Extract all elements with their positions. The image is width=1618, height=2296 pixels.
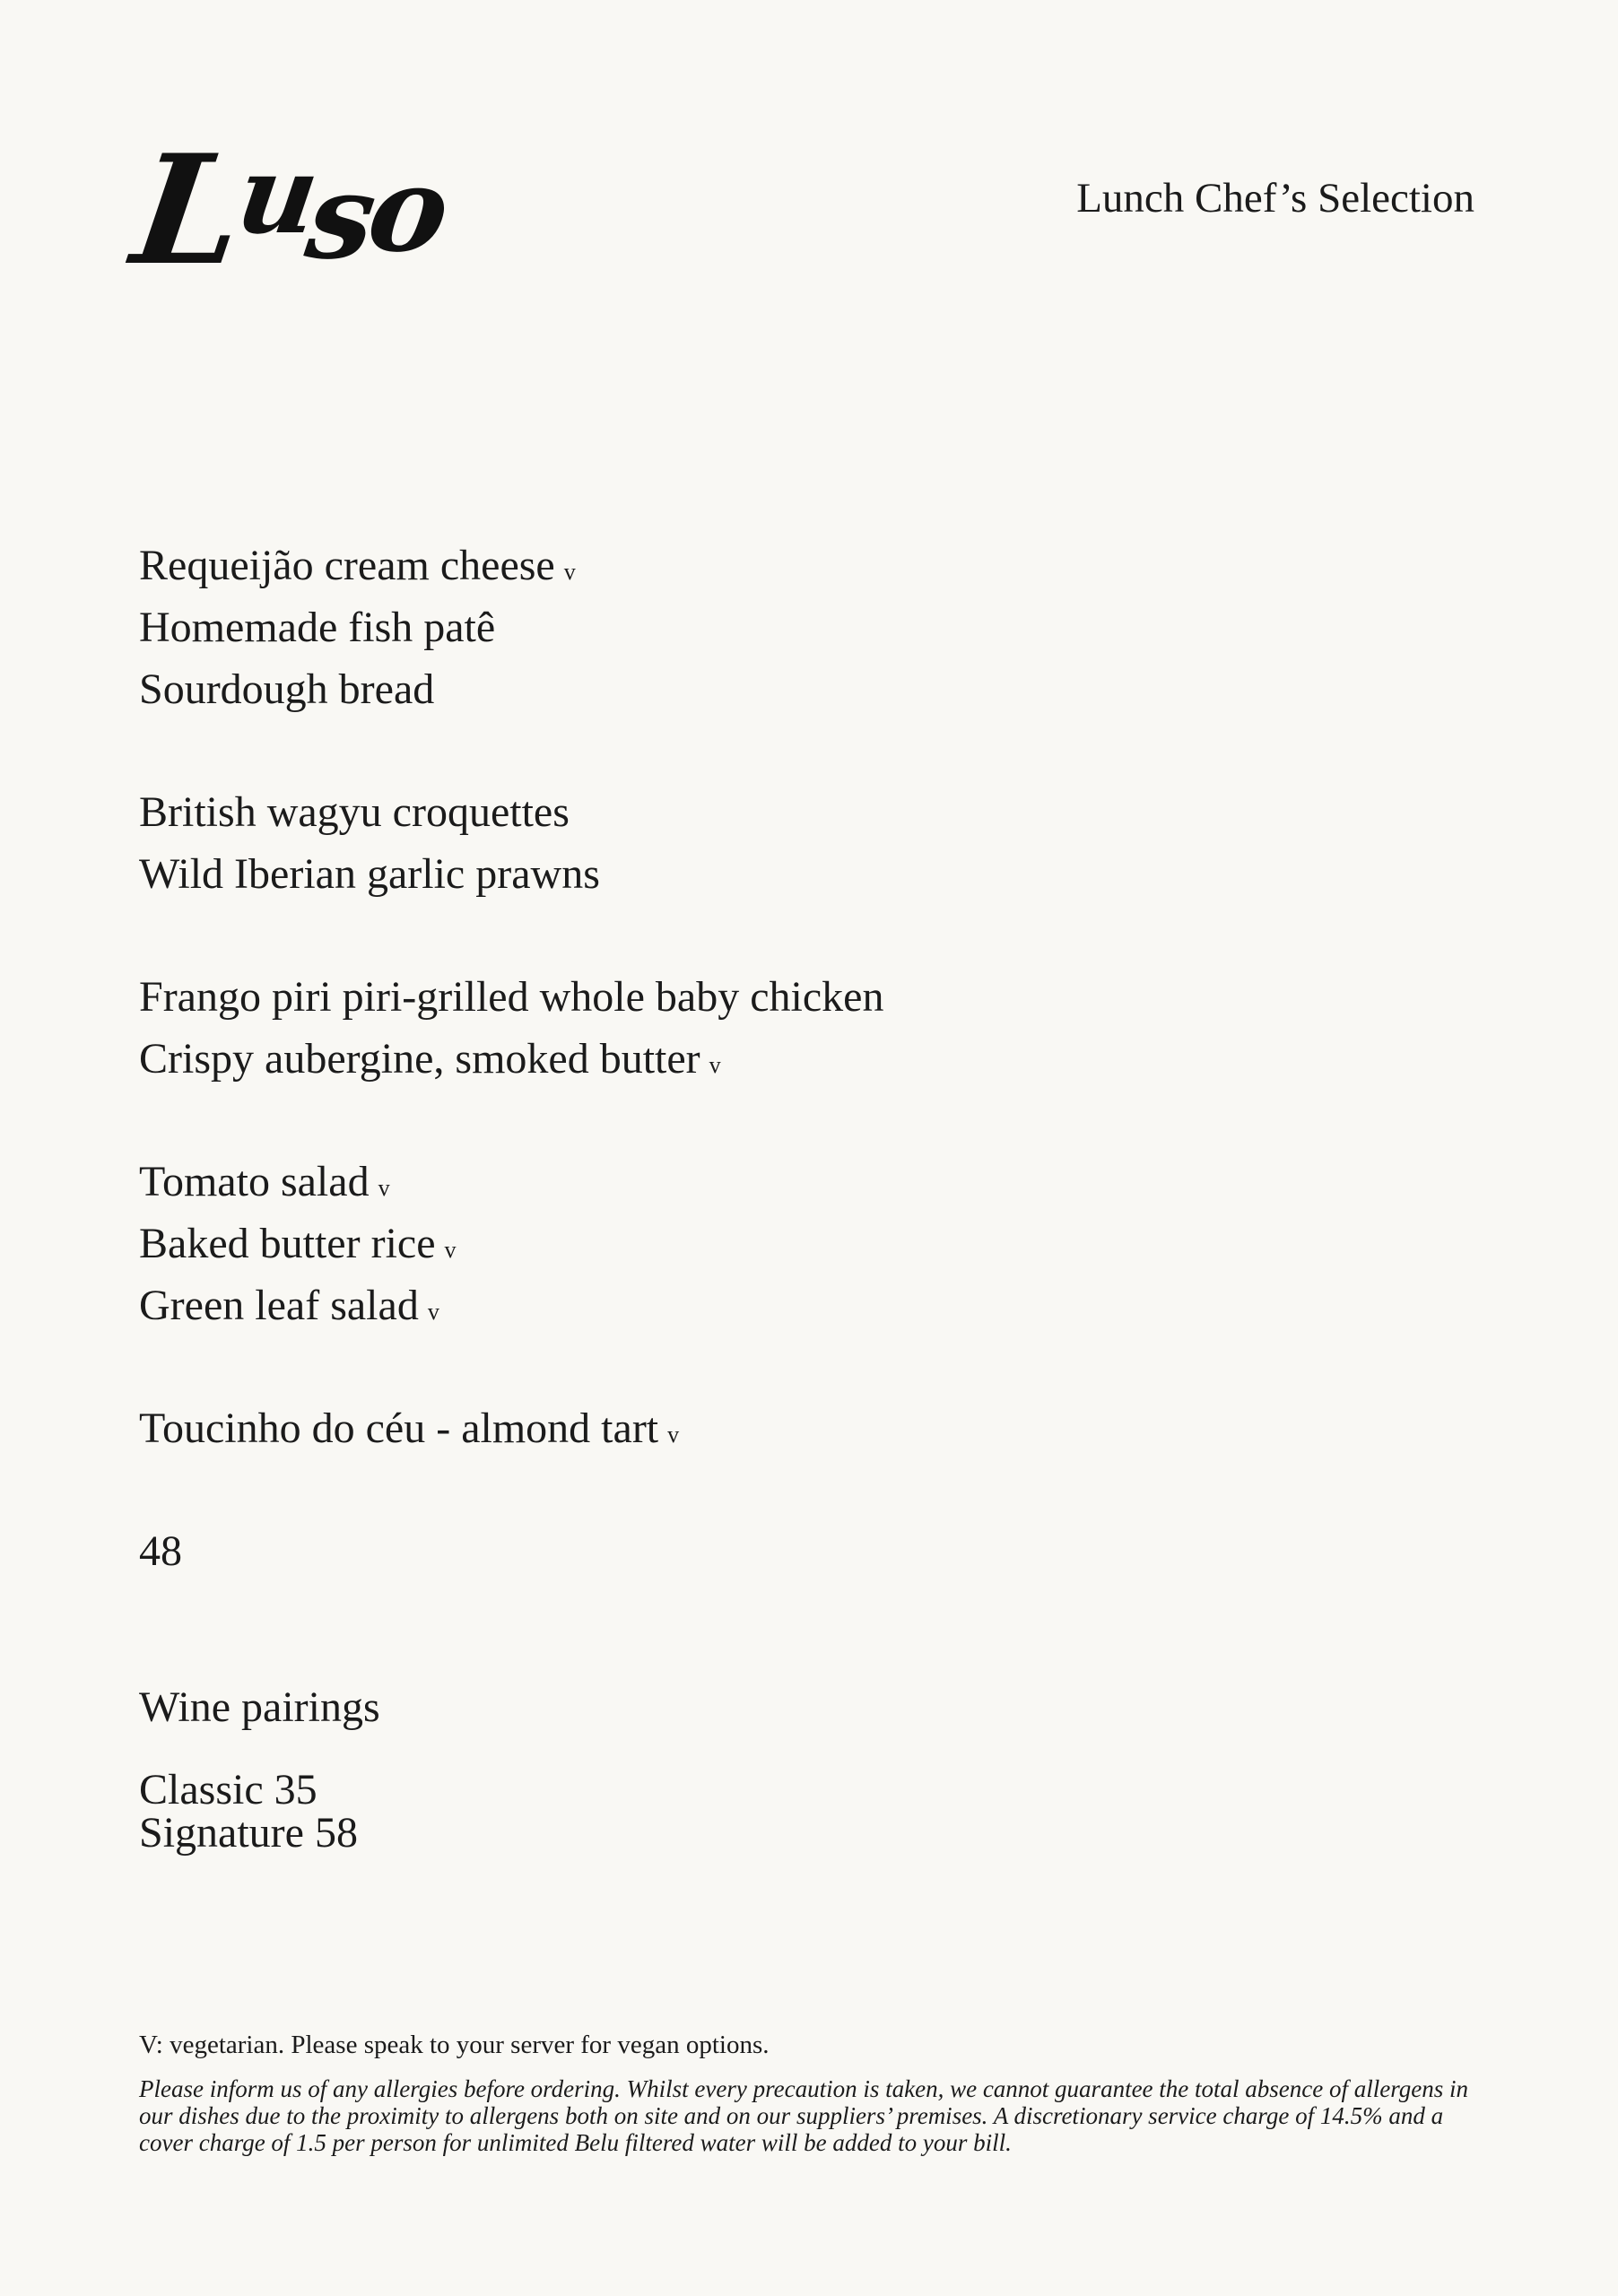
menu-item — [139, 966, 1395, 1028]
vegetarian-note: V: vegetarian. Please speak to your server for vegan options. — [139, 2031, 770, 2059]
item-name: Homemade fish patê — [139, 604, 496, 651]
luso-logo: Luso — [124, 121, 453, 299]
menu-item — [139, 1028, 1395, 1090]
wine-option-signature: Signature 58 — [139, 1809, 358, 1857]
item-name: British wagyu croquettes — [139, 788, 570, 836]
menu-group-small-plates — [139, 781, 1395, 905]
wine-pairings-list — [139, 1766, 358, 1857]
menu-list — [139, 535, 1395, 1582]
wine-pairings-title: Wine pairings — [139, 1683, 380, 1731]
veg-marker: v — [667, 1422, 680, 1448]
menu-subtitle: Lunch Chef’s Selection — [1076, 175, 1474, 222]
wine-option-classic: Classic 35 — [139, 1766, 318, 1813]
item-name: Crispy aubergine, smoked butter — [139, 1035, 700, 1083]
veg-marker: v — [427, 1299, 439, 1325]
menu-item — [139, 658, 1395, 720]
item-name: Requeijão cream cheese — [139, 542, 555, 589]
menu-group-dessert — [139, 1397, 1395, 1459]
menu-group-mains — [139, 966, 1395, 1090]
item-name: Toucinho do céu - almond tart — [139, 1405, 659, 1452]
item-name: Sourdough bread — [139, 665, 435, 713]
menu-item — [139, 535, 1395, 596]
veg-marker: v — [563, 559, 576, 585]
menu-item — [139, 1274, 1395, 1336]
menu-group-sides — [139, 1151, 1395, 1336]
menu-item — [139, 1213, 1395, 1274]
allergen-disclaimer: Please inform us of any allergies before ordering. Whilst every precaution is taken, we cannot guarantee the total absence of allergens in our dishes due to the proximity to allergens both on site and on our suppliers’ premises. A discretionary service charge of 14.5% and a cover charge of 1.5 per person for unlimited Belu filtered water will be added to your bill. — [139, 2075, 1468, 2156]
menu-item — [139, 596, 1395, 658]
menu-item — [139, 1397, 1395, 1459]
item-name: Frango piri piri-grilled whole baby chicken — [139, 973, 884, 1021]
item-name: Wild Iberian garlic prawns — [139, 850, 600, 898]
menu-group-starters — [139, 535, 1395, 720]
item-name: Baked butter rice — [139, 1220, 436, 1267]
menu-price: 48 — [139, 1527, 182, 1575]
menu-item — [139, 1151, 1395, 1213]
item-name: Green leaf salad — [139, 1282, 419, 1329]
veg-marker: v — [378, 1175, 390, 1201]
menu-item — [139, 843, 1395, 905]
veg-marker: v — [444, 1237, 457, 1263]
veg-marker: v — [709, 1052, 721, 1078]
menu-item — [139, 781, 1395, 843]
item-name: Tomato salad — [139, 1158, 370, 1205]
